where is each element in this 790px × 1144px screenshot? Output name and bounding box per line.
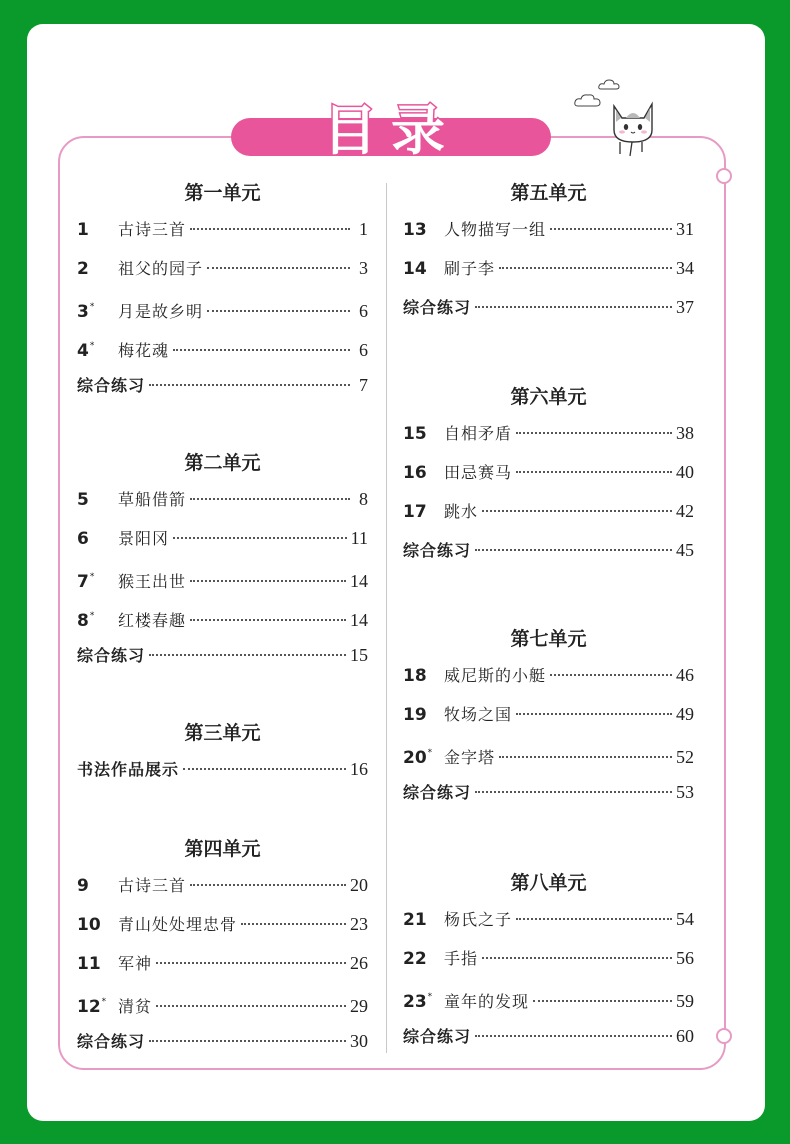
entry-title: 自相矛盾 <box>444 424 513 443</box>
dot-leader <box>173 537 347 539</box>
entry-title: 牧场之国 <box>444 705 513 724</box>
lesson-entry[interactable] <box>403 734 694 773</box>
lesson-entry[interactable] <box>77 288 368 327</box>
unit-title: 第二单元 <box>184 452 261 474</box>
entry-title: 梅花魂 <box>118 341 170 360</box>
dot-leader <box>183 768 346 770</box>
unit-title: 第七单元 <box>510 628 587 650</box>
entry-title: 古诗三首 <box>118 876 187 895</box>
entry-title: 综合练习 <box>403 298 472 317</box>
unit-section <box>403 176 694 327</box>
lesson-number <box>77 945 118 984</box>
lesson-number-text: 12 <box>77 997 101 1017</box>
lesson-number-text: 11 <box>77 954 101 974</box>
optional-lesson-star: * <box>89 611 95 621</box>
entry-title: 综合练习 <box>403 541 472 560</box>
lesson-entry[interactable] <box>403 249 694 288</box>
page-number: 52 <box>676 747 694 767</box>
page-number: 16 <box>350 759 368 779</box>
entry-title: 猴王出世 <box>118 572 187 591</box>
lesson-number <box>403 211 444 250</box>
lesson-entry[interactable] <box>77 558 368 597</box>
lesson-number <box>403 940 444 979</box>
lesson-number-text: 17 <box>403 502 427 522</box>
lesson-number-text: 19 <box>403 705 427 725</box>
entry-title: 人物描写一组 <box>444 220 547 239</box>
optional-lesson-star: * <box>427 748 433 758</box>
entry-title: 手指 <box>444 949 479 968</box>
dot-leader <box>550 674 672 676</box>
lesson-number-text: 15 <box>403 424 427 444</box>
dot-leader <box>190 580 346 582</box>
lesson-entry[interactable] <box>403 492 694 531</box>
entry-title: 田忌赛马 <box>444 463 513 482</box>
entry-title: 军神 <box>118 954 153 973</box>
unit-section <box>403 622 694 812</box>
entry-title: 祖父的园子 <box>118 259 204 278</box>
lesson-entry[interactable] <box>403 900 694 939</box>
lesson-number-text: 5 <box>77 490 89 510</box>
entry-title: 综合练习 <box>77 1032 146 1051</box>
page-number: 14 <box>350 571 368 591</box>
lesson-number-text: 2 <box>77 259 89 279</box>
lesson-number <box>403 978 444 1022</box>
lesson-number-text: 7 <box>77 572 89 592</box>
dot-leader <box>156 962 346 964</box>
exercise-entry[interactable] <box>403 531 694 570</box>
lesson-entry[interactable] <box>77 597 368 636</box>
entry-title: 红楼春趣 <box>118 611 187 630</box>
entry-title: 月是故乡明 <box>118 302 204 321</box>
page-number: 34 <box>676 258 694 278</box>
lesson-number <box>403 454 444 493</box>
page-number: 14 <box>350 610 368 630</box>
dot-leader <box>475 306 672 308</box>
lesson-entry[interactable] <box>77 905 368 944</box>
dot-leader <box>190 619 346 621</box>
lesson-number-text: 6 <box>77 529 89 549</box>
dot-leader <box>149 654 346 656</box>
exercise-entry[interactable] <box>403 773 694 812</box>
page-number: 45 <box>676 540 694 560</box>
dot-leader <box>516 713 672 715</box>
page-number: 29 <box>350 996 368 1016</box>
page-number: 1 <box>359 219 368 239</box>
lesson-number <box>403 696 444 735</box>
lesson-number <box>403 493 444 532</box>
page-number: 59 <box>676 991 694 1011</box>
dot-leader <box>207 310 350 312</box>
page-number: 40 <box>676 462 694 482</box>
dot-leader <box>475 549 672 551</box>
entry-title: 景阳冈 <box>118 529 170 548</box>
page-number: 54 <box>676 909 694 929</box>
dot-leader <box>156 1005 346 1007</box>
lesson-entry[interactable] <box>77 210 368 249</box>
lesson-number-text: 3 <box>77 302 89 322</box>
lesson-entry[interactable] <box>77 480 368 519</box>
lesson-number-text: 21 <box>403 910 427 930</box>
lesson-number-text: 23 <box>403 992 427 1012</box>
lesson-number <box>77 327 118 371</box>
lesson-number <box>77 558 118 602</box>
entry-title: 金字塔 <box>444 748 496 767</box>
page-number: 60 <box>676 1026 694 1046</box>
dot-leader <box>190 884 346 886</box>
lesson-number <box>77 906 118 945</box>
lesson-entry[interactable] <box>77 519 368 558</box>
lesson-number <box>77 867 118 906</box>
lesson-number <box>403 657 444 696</box>
lesson-entry[interactable] <box>403 656 694 695</box>
lesson-entry[interactable] <box>403 453 694 492</box>
entry-title: 草船借箭 <box>118 490 187 509</box>
dot-leader <box>149 1040 346 1042</box>
page-number: 3 <box>359 258 368 278</box>
lesson-number <box>77 597 118 641</box>
dot-leader <box>499 267 672 269</box>
page-number: 37 <box>676 297 694 317</box>
unit-section <box>77 446 368 675</box>
entry-title: 书法作品展示 <box>77 760 180 779</box>
dot-leader <box>173 349 350 351</box>
entry-title: 综合练习 <box>77 646 146 665</box>
dot-leader <box>207 267 350 269</box>
page-number: 6 <box>359 301 368 321</box>
dot-leader <box>475 1035 672 1037</box>
optional-lesson-star: * <box>101 997 107 1007</box>
page-number: 53 <box>676 782 694 802</box>
page-number: 6 <box>359 340 368 360</box>
lesson-entry[interactable] <box>403 414 694 453</box>
dot-leader <box>482 957 672 959</box>
lesson-entry[interactable] <box>403 210 694 249</box>
page-number: 20 <box>350 875 368 895</box>
lesson-number-text: 4 <box>77 341 89 361</box>
dot-leader <box>190 228 350 230</box>
lesson-number-text: 8 <box>77 611 89 631</box>
lesson-entry[interactable] <box>403 978 694 1017</box>
lesson-number <box>403 250 444 289</box>
lesson-entry[interactable] <box>403 939 694 978</box>
lesson-number <box>77 481 118 520</box>
entry-title: 童年的发现 <box>444 992 530 1011</box>
dot-leader <box>475 791 672 793</box>
dot-leader <box>516 918 672 920</box>
lesson-number <box>77 211 118 250</box>
page-title: 目录 <box>323 99 459 162</box>
page-number: 8 <box>359 489 368 509</box>
unit-section <box>77 716 368 789</box>
page-number: 31 <box>676 219 694 239</box>
dot-leader <box>550 228 672 230</box>
unit-title: 第四单元 <box>184 838 261 860</box>
lesson-number <box>77 983 118 1027</box>
cat-mascot-icon <box>608 100 658 158</box>
dot-leader <box>149 384 350 386</box>
frame-ornament-bottom <box>716 1028 732 1044</box>
unit-title: 第一单元 <box>184 182 261 204</box>
lesson-number <box>403 734 444 778</box>
page-number: 42 <box>676 501 694 521</box>
lesson-number <box>403 901 444 940</box>
unit-section <box>403 866 694 1056</box>
frame-ornament-top <box>716 168 732 184</box>
page-number: 30 <box>350 1031 368 1051</box>
entry-title: 威尼斯的小艇 <box>444 666 547 685</box>
page-number: 15 <box>350 645 368 665</box>
unit-section <box>77 176 368 405</box>
cloud-icon <box>598 78 620 91</box>
entry-title: 综合练习 <box>77 376 146 395</box>
unit-title: 第六单元 <box>510 386 587 408</box>
page-number: 26 <box>350 953 368 973</box>
lesson-number-text: 18 <box>403 666 427 686</box>
lesson-entry[interactable] <box>77 249 368 288</box>
lesson-entry[interactable] <box>403 695 694 734</box>
unit-section <box>403 380 694 570</box>
dot-leader <box>241 923 346 925</box>
page-number: 56 <box>676 948 694 968</box>
lesson-number <box>77 250 118 289</box>
lesson-entry[interactable] <box>77 327 368 366</box>
lesson-number-text: 22 <box>403 949 427 969</box>
entry-title: 清贫 <box>118 997 153 1016</box>
optional-lesson-star: * <box>89 302 95 312</box>
lesson-number-text: 1 <box>77 220 89 240</box>
lesson-entry[interactable] <box>77 866 368 905</box>
page-number: 23 <box>350 914 368 934</box>
optional-lesson-star: * <box>89 572 95 582</box>
dot-leader <box>516 471 672 473</box>
dot-leader <box>190 498 350 500</box>
dot-leader <box>499 756 672 758</box>
lesson-number-text: 10 <box>77 915 101 935</box>
lesson-number-text: 14 <box>403 259 427 279</box>
exercise-entry[interactable] <box>77 366 368 405</box>
lesson-number-text: 16 <box>403 463 427 483</box>
page-number: 49 <box>676 704 694 724</box>
entry-title: 古诗三首 <box>118 220 187 239</box>
unit-title: 第三单元 <box>184 722 261 744</box>
dot-leader <box>516 432 672 434</box>
entry-title: 综合练习 <box>403 783 472 802</box>
exercise-entry[interactable] <box>77 1022 368 1061</box>
entry-title: 青山处处埋忠骨 <box>118 915 238 934</box>
lesson-entry[interactable] <box>77 944 368 983</box>
exercise-entry[interactable] <box>77 750 368 789</box>
lesson-number <box>77 288 118 332</box>
entry-title: 跳水 <box>444 502 479 521</box>
unit-title: 第八单元 <box>510 872 587 894</box>
optional-lesson-star: * <box>427 992 433 1002</box>
unit-title: 第五单元 <box>510 182 587 204</box>
column-divider <box>386 183 387 1053</box>
dot-leader <box>533 1000 672 1002</box>
lesson-entry[interactable] <box>77 983 368 1022</box>
page-number: 11 <box>350 528 368 548</box>
cloud-icon <box>574 92 602 108</box>
lesson-number-text: 9 <box>77 876 89 896</box>
exercise-entry[interactable] <box>403 288 694 327</box>
lesson-number <box>403 415 444 454</box>
exercise-entry[interactable] <box>403 1017 694 1056</box>
optional-lesson-star: * <box>89 341 95 351</box>
lesson-number-text: 13 <box>403 220 427 240</box>
unit-section <box>77 832 368 1061</box>
entry-title: 综合练习 <box>403 1027 472 1046</box>
lesson-number-text: 20 <box>403 748 427 768</box>
dot-leader <box>482 510 672 512</box>
page-number: 38 <box>676 423 694 443</box>
page-number: 7 <box>359 375 368 395</box>
page-number: 46 <box>676 665 694 685</box>
entry-title: 刷子李 <box>444 259 496 278</box>
entry-title: 杨氏之子 <box>444 910 513 929</box>
lesson-number <box>77 520 118 559</box>
exercise-entry[interactable] <box>77 636 368 675</box>
